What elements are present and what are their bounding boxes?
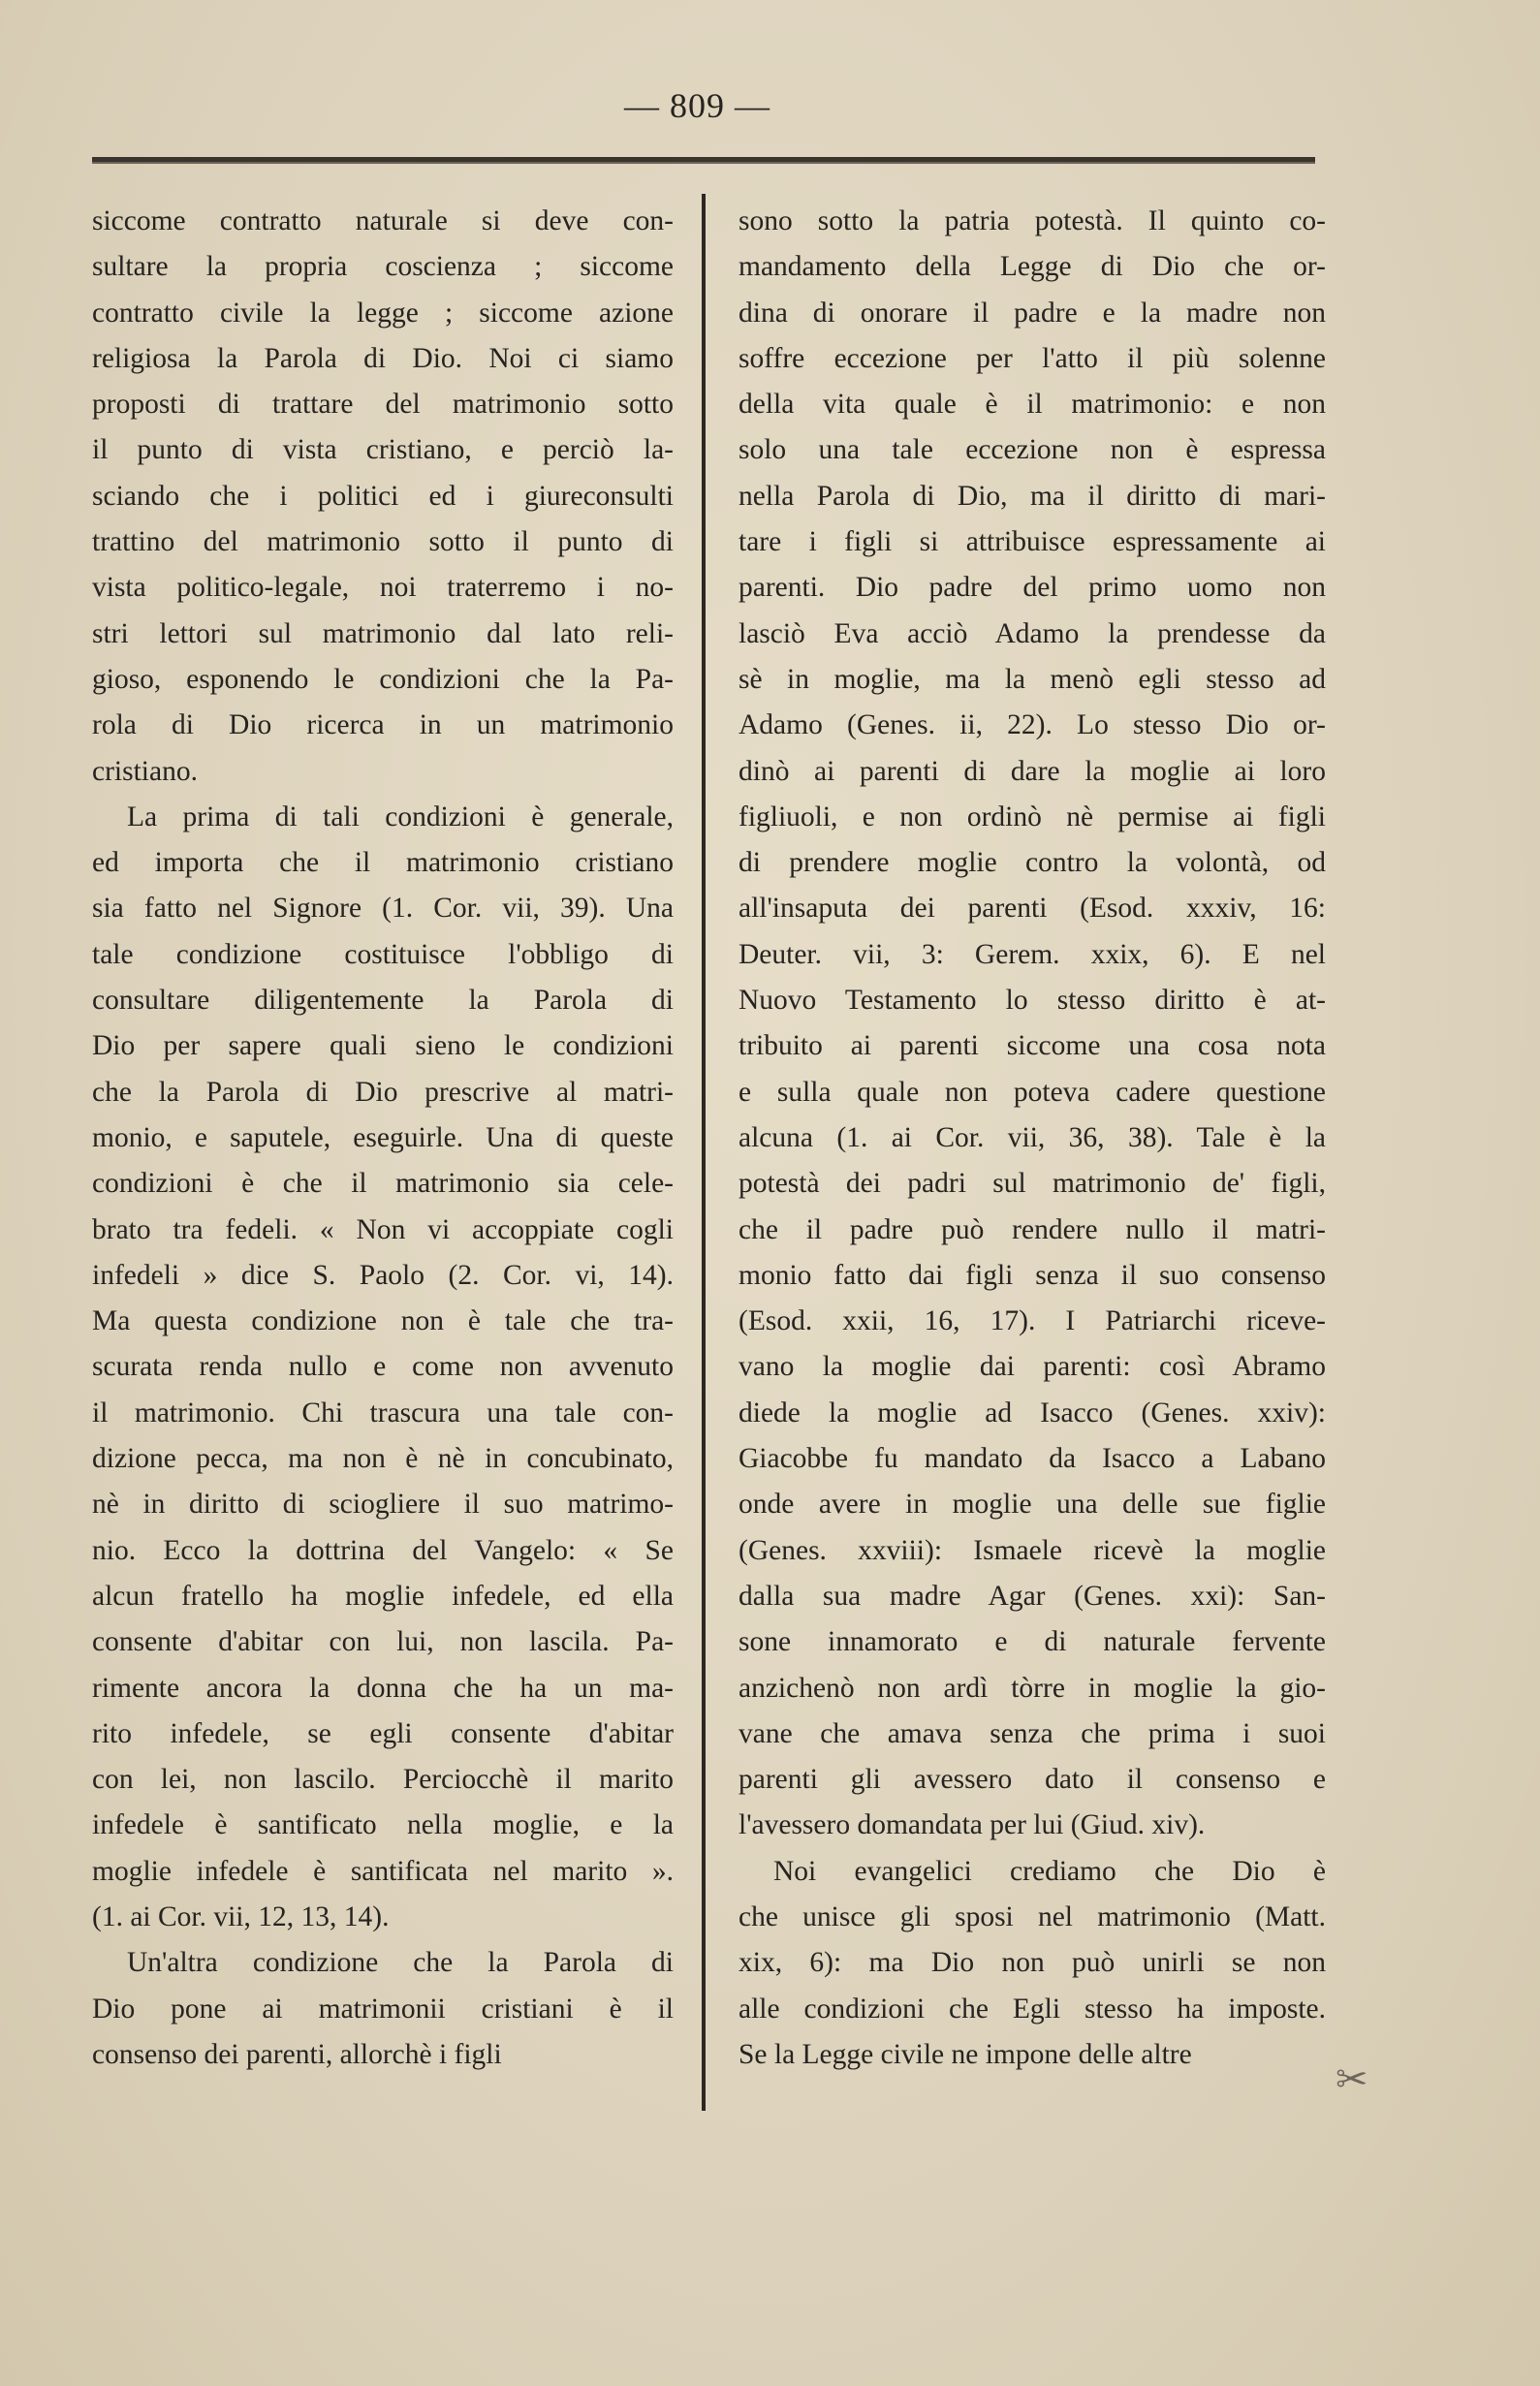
column-divider (702, 194, 706, 2111)
text-line: contratto civile la legge ; siccome azione (92, 297, 674, 329)
text-line: alcun fratello ha moglie infedele, ed ella (92, 1580, 674, 1612)
text-line: dinò ai parenti di dare la moglie ai loro (739, 755, 1326, 787)
text-line: consenso dei parenti, allorchè i figli (92, 2038, 502, 2070)
text-line: siccome contratto naturale si deve con- (92, 205, 674, 236)
text-line: (Esod. xxii, 16, 17). I Patriarchi riceve- (739, 1305, 1326, 1337)
text-line: scurata renda nullo e come non avvenuto (92, 1351, 674, 1383)
text-line: dizione pecca, ma non è nè in concubinato, (92, 1443, 674, 1475)
text-line: Deuter. vii, 3: Gerem. xxix, 6). E nel (739, 938, 1326, 970)
text-line: all'insaputa dei parenti (Esod. xxxiv, 16: (739, 893, 1326, 925)
text-line: stri lettori sul matrimonio dal lato reli- (92, 617, 674, 649)
text-line: solo una tale eccezione non è espressa (739, 434, 1326, 466)
right-column (739, 199, 1326, 2078)
text-line: (Genes. xxviii): Ismaele ricevè la moglie (739, 1534, 1326, 1566)
text-line: infedeli » dice S. Paolo (2. Cor. vi, 14). (92, 1259, 674, 1291)
text-line: nio. Ecco la dottrina del Vangelo: « Se (92, 1534, 674, 1566)
text-line: condizioni è che il matrimonio sia cele- (92, 1168, 674, 1200)
text-line: che la Parola di Dio prescrive al matri- (92, 1076, 674, 1108)
text-line: soffre eccezione per l'atto il più solenne (739, 342, 1326, 374)
text-line: rola di Dio ricerca in un matrimonio (92, 709, 674, 741)
text-line: sciando che i politici ed i giureconsulti (92, 480, 674, 512)
header-rule (92, 157, 1315, 164)
text-line: figliuoli, e non ordinò nè permise ai figli (739, 801, 1326, 832)
text-line: (1. ai Cor. vii, 12, 13, 14). (92, 1900, 390, 1932)
text-line: sè in moglie, ma la menò egli stesso ad (739, 663, 1326, 695)
text-line: religiosa la Parola di Dio. Noi ci siamo (92, 342, 674, 374)
text-line: vano la moglie dai parenti: così Abramo (739, 1351, 1326, 1383)
text-line: l'avessero domandata per lui (Giud. xiv). (739, 1809, 1206, 1841)
text-line: consente d'abitar con lui, non lascila. Pa- (92, 1626, 674, 1658)
text-line: della vita quale è il matrimonio: e non (739, 389, 1326, 421)
text-line: dalla sua madre Agar (Genes. xxi): San- (739, 1580, 1326, 1612)
text-line: il matrimonio. Chi trascura una tale con- (92, 1397, 674, 1428)
text-line: anzichenò non ardì tòrre in moglie la gio- (739, 1672, 1326, 1704)
text-line: alcuna (1. ai Cor. vii, 36, 38). Tale è la (739, 1121, 1326, 1153)
text-line: il punto di vista cristiano, e perciò la- (92, 434, 674, 466)
left-column (92, 199, 674, 2078)
text-line: tare i figli si attribuisce espressamente ai (739, 526, 1326, 558)
text-line: brato tra fedeli. « Non vi accoppiate cogli (92, 1213, 674, 1245)
text-line: vista politico-legale, noi traterremo i no- (92, 572, 674, 604)
text-line: Nuovo Testamento lo stesso diritto è at- (739, 985, 1326, 1017)
text-line: Adamo (Genes. ii, 22). Lo stesso Dio or- (739, 709, 1326, 741)
text-line: rimente ancora la donna che ha un ma- (92, 1672, 674, 1704)
text-line: che unisce gli sposi nel matrimonio (Matt. (739, 1900, 1326, 1932)
text-line: xix, 6): ma Dio non può unirli se non (739, 1947, 1326, 1979)
text-line: alle condizioni che Egli stesso ha imposte. (739, 1993, 1326, 2025)
text-line: onde avere in moglie una delle sue figlie (739, 1489, 1326, 1521)
text-line: Un'altra condizione che la Parola di (127, 1947, 674, 1979)
text-line: gioso, esponendo le condizioni che la Pa- (92, 663, 674, 695)
text-line: Se la Legge civile ne impone delle altre (739, 2038, 1192, 2070)
text-line: di prendere moglie contro la volontà, od (739, 847, 1326, 879)
text-line: Dio pone ai matrimonii cristiani è il (92, 1993, 674, 2025)
text-line: trattino del matrimonio sotto il punto di (92, 526, 674, 558)
text-line: sia fatto nel Signore (1. Cor. vii, 39). Una (92, 893, 674, 925)
text-line: tribuito ai parenti siccome una cosa nota (739, 1030, 1326, 1062)
text-line: con lei, non lascilo. Perciocchè il marito (92, 1764, 674, 1796)
text-line: vane che amava senza che prima i suoi (739, 1717, 1326, 1749)
text-line: dina di onorare il padre e la madre non (739, 297, 1326, 329)
text-line: che il padre può rendere nullo il matri- (739, 1213, 1326, 1245)
text-line: potestà dei padri sul matrimonio de' figli, (739, 1168, 1326, 1200)
text-line: proposti di trattare del matrimonio sotto (92, 389, 674, 421)
text-line: Ma questa condizione non è tale che tra- (92, 1305, 674, 1337)
text-line: sono sotto la patria potestà. Il quinto co- (739, 205, 1326, 236)
text-line: La prima di tali condizioni è generale, (127, 801, 674, 832)
text-line: monio fatto dai figli senza il suo consenso (739, 1259, 1326, 1291)
text-line: parenti. Dio padre del primo uomo non (739, 572, 1326, 604)
text-line: parenti gli avessero dato il consenso e (739, 1764, 1326, 1796)
text-line: sone innamorato e di naturale fervente (739, 1626, 1326, 1658)
margin-scissors-mark: ✂ (1336, 2057, 1368, 2101)
text-line: sultare la propria coscienza ; siccome (92, 251, 674, 283)
text-line: nella Parola di Dio, ma il diritto di mari- (739, 480, 1326, 512)
page-number: — 809 — (624, 86, 770, 125)
text-line: e sulla quale non poteva cadere questione (739, 1076, 1326, 1108)
text-line: Giacobbe fu mandato da Isacco a Labano (739, 1443, 1326, 1475)
text-line: Noi evangelici crediamo che Dio è (773, 1855, 1326, 1887)
text-line: tale condizione costituisce l'obbligo di (92, 938, 674, 970)
text-line: infedele è santificato nella moglie, e la (92, 1809, 674, 1841)
text-line: lasciò Eva acciò Adamo la prendesse da (739, 617, 1326, 649)
text-line: consultare diligentemente la Parola di (92, 985, 674, 1017)
text-line: cristiano. (92, 755, 198, 787)
text-line: diede la moglie ad Isacco (Genes. xxiv): (739, 1397, 1326, 1428)
text-line: Dio per sapere quali sieno le condizioni (92, 1030, 674, 1062)
text-line: mandamento della Legge di Dio che or- (739, 251, 1326, 283)
text-line: moglie infedele è santificata nel marito ». (92, 1855, 674, 1887)
text-line: rito infedele, se egli consente d'abitar (92, 1717, 674, 1749)
text-line: nè in diritto di sciogliere il suo matrimo- (92, 1489, 674, 1521)
text-line: monio, e saputele, eseguirle. Una di queste (92, 1121, 674, 1153)
text-line: ed importa che il matrimonio cristiano (92, 847, 674, 879)
